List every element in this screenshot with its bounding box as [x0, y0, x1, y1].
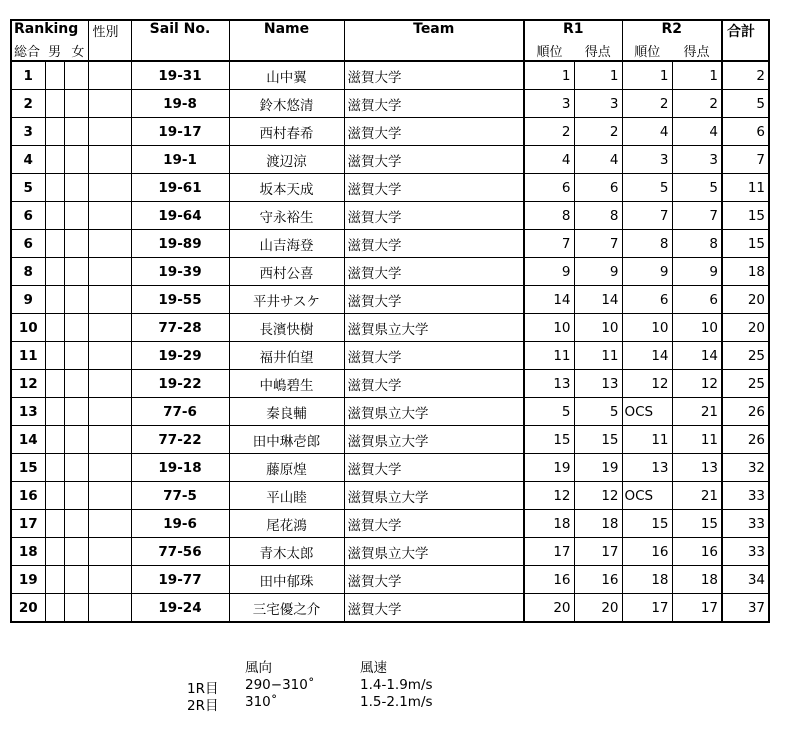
- r1-place-cell: 2: [524, 118, 574, 146]
- r1-place-cell: 9: [524, 258, 574, 286]
- total-cell: 20: [722, 286, 769, 314]
- rank-cell: 15: [11, 454, 45, 482]
- r1-place-cell: 16: [524, 566, 574, 594]
- sail-no-cell: 19-39: [131, 258, 229, 286]
- male-rank-cell: [45, 286, 64, 314]
- r2-place-cell: 11: [622, 426, 672, 454]
- r2-place-cell: OCS: [622, 398, 672, 426]
- total-cell: 33: [722, 510, 769, 538]
- r2-score-cell: 7: [672, 202, 722, 230]
- female-rank-cell: [64, 118, 88, 146]
- gender-cell: [88, 202, 131, 230]
- rank-cell: 10: [11, 314, 45, 342]
- r2-score-cell: 6: [672, 286, 722, 314]
- male-rank-cell: [45, 118, 64, 146]
- total-cell: 26: [722, 398, 769, 426]
- gender-cell: [88, 61, 131, 90]
- male-rank-cell: [45, 342, 64, 370]
- sail-no-cell: 77-6: [131, 398, 229, 426]
- team-cell: 滋賀大学: [344, 594, 524, 623]
- r1-score-cell: 16: [574, 566, 622, 594]
- total-cell: 15: [722, 202, 769, 230]
- gender-cell: [88, 146, 131, 174]
- sail-no-cell: 19-17: [131, 118, 229, 146]
- r1-score-cell: 11: [574, 342, 622, 370]
- r1-score-cell: 5: [574, 398, 622, 426]
- r1-score-cell: 4: [574, 146, 622, 174]
- rank-cell: 18: [11, 538, 45, 566]
- r2-score-cell: 4: [672, 118, 722, 146]
- total-cell: 25: [722, 370, 769, 398]
- gender-cell: [88, 230, 131, 258]
- name-header: Name: [229, 20, 344, 41]
- header-row-sub: [11, 41, 769, 61]
- male-rank-cell: [45, 482, 64, 510]
- sail-no-cell: 19-55: [131, 286, 229, 314]
- team-cell: 滋賀大学: [344, 258, 524, 286]
- team-cell: 滋賀大学: [344, 510, 524, 538]
- female-rank-cell: [64, 314, 88, 342]
- female-rank-cell: [64, 426, 88, 454]
- r1-score-cell: 3: [574, 90, 622, 118]
- r1-score-cell: 9: [574, 258, 622, 286]
- male-rank-cell: [45, 174, 64, 202]
- rank-cell: 13: [11, 398, 45, 426]
- r2-score-cell: 12: [672, 370, 722, 398]
- r2-score-cell: 17: [672, 594, 722, 623]
- r2-place-cell: 8: [622, 230, 672, 258]
- female-rank-cell: [64, 258, 88, 286]
- male-rank-cell: [45, 426, 64, 454]
- team-header: Team: [344, 20, 524, 41]
- male-rank-cell: [45, 538, 64, 566]
- total-cell: 11: [722, 174, 769, 202]
- rank-cell: 6: [11, 202, 45, 230]
- team-cell: 滋賀県立大学: [344, 482, 524, 510]
- male-rank-cell: [45, 258, 64, 286]
- total-cell: 20: [722, 314, 769, 342]
- female-rank-cell: [64, 342, 88, 370]
- r1-place-cell: 20: [524, 594, 574, 623]
- r2-score-cell: 11: [672, 426, 722, 454]
- r1-score-cell: 13: [574, 370, 622, 398]
- team-sub-header: [344, 41, 524, 61]
- gender-cell: [88, 482, 131, 510]
- table-row: [11, 398, 769, 426]
- table-row: [11, 538, 769, 566]
- r2-score-cell: 3: [672, 146, 722, 174]
- rank-cell: 1: [11, 61, 45, 90]
- team-cell: 滋賀県立大学: [344, 314, 524, 342]
- r1-score-cell: 7: [574, 230, 622, 258]
- r1-place-cell: 3: [524, 90, 574, 118]
- total-cell: 34: [722, 566, 769, 594]
- r2-score-cell: 10: [672, 314, 722, 342]
- team-cell: 滋賀大学: [344, 61, 524, 90]
- rank-cell: 2: [11, 90, 45, 118]
- rank-cell: 17: [11, 510, 45, 538]
- rank-cell: 12: [11, 370, 45, 398]
- name-cell: 山吉海登: [229, 230, 344, 258]
- r1-place-cell: 12: [524, 482, 574, 510]
- team-cell: 滋賀県立大学: [344, 398, 524, 426]
- female-rank-cell: [64, 538, 88, 566]
- table-row: [11, 426, 769, 454]
- team-cell: 滋賀大学: [344, 230, 524, 258]
- gender-cell: [88, 538, 131, 566]
- male-rank-cell: [45, 594, 64, 623]
- r1-score-cell: 10: [574, 314, 622, 342]
- r2-place-cell: 7: [622, 202, 672, 230]
- total-cell: 33: [722, 538, 769, 566]
- name-cell: 福井伯望: [229, 342, 344, 370]
- team-cell: 滋賀大学: [344, 454, 524, 482]
- male-rank-cell: [45, 454, 64, 482]
- name-cell: 山中翼: [229, 61, 344, 90]
- r2-place-cell: 2: [622, 90, 672, 118]
- gender-cell: [88, 258, 131, 286]
- r2-place-cell: OCS: [622, 482, 672, 510]
- r2-place-cell: 18: [622, 566, 672, 594]
- name-cell: 藤原煌: [229, 454, 344, 482]
- r1-score-header: 得点: [574, 41, 622, 61]
- r1-score-cell: 18: [574, 510, 622, 538]
- gender-cell: [88, 370, 131, 398]
- r1-score-cell: 6: [574, 174, 622, 202]
- total-cell: 32: [722, 454, 769, 482]
- result-rows: [11, 61, 769, 622]
- r2-header: R2: [622, 20, 722, 41]
- table-row: [11, 118, 769, 146]
- team-cell: 滋賀大学: [344, 566, 524, 594]
- female-rank-cell: [64, 61, 88, 90]
- rank-cell: 9: [11, 286, 45, 314]
- female-header: 女: [71, 45, 85, 60]
- r1-place-cell: 8: [524, 202, 574, 230]
- r1-place-header: 順位: [524, 41, 574, 61]
- total-sub-header: [722, 41, 769, 61]
- r2-score-cell: 1: [672, 61, 722, 90]
- r1-header: R1: [524, 20, 622, 41]
- r2-score-cell: 2: [672, 90, 722, 118]
- sail-no-sub-header: [131, 41, 229, 61]
- r1-score-cell: 14: [574, 286, 622, 314]
- male-rank-cell: [45, 230, 64, 258]
- table-row: [11, 90, 769, 118]
- female-rank-cell: [64, 566, 88, 594]
- table-row: [11, 258, 769, 286]
- gender-cell: [88, 286, 131, 314]
- gender-cell: [88, 342, 131, 370]
- r1-score-cell: 19: [574, 454, 622, 482]
- name-cell: 鈴木悠清: [229, 90, 344, 118]
- name-cell: 三宅優之介: [229, 594, 344, 623]
- r1-score-cell: 20: [574, 594, 622, 623]
- sail-no-cell: 19-64: [131, 202, 229, 230]
- r2-score-cell: 9: [672, 258, 722, 286]
- r2-place-cell: 16: [622, 538, 672, 566]
- name-cell: 平山睦: [229, 482, 344, 510]
- r1-place-cell: 14: [524, 286, 574, 314]
- table-row: [11, 286, 769, 314]
- r1-place-cell: 4: [524, 146, 574, 174]
- r1-score-cell: 1: [574, 61, 622, 90]
- total-cell: 15: [722, 230, 769, 258]
- wind-race-2-label: 2R目: [187, 698, 219, 714]
- table-row: [11, 594, 769, 623]
- name-cell: 長濱快樹: [229, 314, 344, 342]
- rank-cell: 14: [11, 426, 45, 454]
- r2-place-cell: 12: [622, 370, 672, 398]
- sail-no-cell: 77-5: [131, 482, 229, 510]
- sail-no-cell: 19-61: [131, 174, 229, 202]
- table-row: [11, 370, 769, 398]
- r2-place-cell: 1: [622, 61, 672, 90]
- sail-no-cell: 19-89: [131, 230, 229, 258]
- name-cell: 青木太郎: [229, 538, 344, 566]
- r2-place-cell: 9: [622, 258, 672, 286]
- female-rank-cell: [64, 174, 88, 202]
- male-rank-cell: [45, 370, 64, 398]
- male-rank-cell: [45, 566, 64, 594]
- male-rank-cell: [45, 61, 64, 90]
- total-cell: 25: [722, 342, 769, 370]
- sail-no-cell: 19-31: [131, 61, 229, 90]
- table-row: [11, 482, 769, 510]
- team-cell: 滋賀大学: [344, 118, 524, 146]
- rank-cell: 19: [11, 566, 45, 594]
- female-rank-cell: [64, 90, 88, 118]
- name-cell: 田中琳壱郎: [229, 426, 344, 454]
- sail-no-cell: 19-77: [131, 566, 229, 594]
- sail-no-cell: 19-6: [131, 510, 229, 538]
- r1-score-cell: 12: [574, 482, 622, 510]
- total-cell: 6: [722, 118, 769, 146]
- team-cell: 滋賀大学: [344, 146, 524, 174]
- r2-score-cell: 5: [672, 174, 722, 202]
- wind-direction-label: 風向: [245, 660, 272, 676]
- r2-score-header: 得点: [672, 41, 722, 61]
- total-cell: 33: [722, 482, 769, 510]
- table-row: [11, 314, 769, 342]
- total-header: 合計: [722, 20, 769, 41]
- sail-no-cell: 19-1: [131, 146, 229, 174]
- sail-no-cell: 19-18: [131, 454, 229, 482]
- team-cell: 滋賀大学: [344, 370, 524, 398]
- name-cell: 西村公喜: [229, 258, 344, 286]
- wind-race-1-speed: 1.4-1.9m/s: [360, 677, 433, 693]
- team-cell: 滋賀大学: [344, 342, 524, 370]
- r1-score-cell: 8: [574, 202, 622, 230]
- sail-no-header: Sail No.: [131, 20, 229, 41]
- ranking-header: Ranking: [11, 20, 88, 41]
- name-cell: 渡辺涼: [229, 146, 344, 174]
- male-rank-cell: [45, 314, 64, 342]
- rank-cell: 3: [11, 118, 45, 146]
- gender-cell: [88, 398, 131, 426]
- team-cell: 滋賀大学: [344, 174, 524, 202]
- r2-score-cell: 15: [672, 510, 722, 538]
- gender-cell: [88, 174, 131, 202]
- total-cell: 18: [722, 258, 769, 286]
- r2-place-cell: 17: [622, 594, 672, 623]
- gender-sub-header: [88, 41, 131, 61]
- female-rank-cell: [64, 146, 88, 174]
- gender-cell: [88, 510, 131, 538]
- r1-place-cell: 13: [524, 370, 574, 398]
- team-cell: 滋賀大学: [344, 202, 524, 230]
- r2-score-cell: 16: [672, 538, 722, 566]
- team-cell: 滋賀県立大学: [344, 426, 524, 454]
- ranking-sub-header: [11, 41, 88, 61]
- male-rank-cell: [45, 398, 64, 426]
- wind-speed-label: 風速: [360, 660, 387, 676]
- male-rank-cell: [45, 90, 64, 118]
- rank-cell: 6: [11, 230, 45, 258]
- total-cell: 5: [722, 90, 769, 118]
- results-table: [10, 19, 770, 623]
- gender-header: 性別: [88, 20, 131, 41]
- sail-no-cell: 77-56: [131, 538, 229, 566]
- name-cell: 平井サスケ: [229, 286, 344, 314]
- total-cell: 7: [722, 146, 769, 174]
- r2-score-cell: 21: [672, 398, 722, 426]
- r2-score-cell: 13: [672, 454, 722, 482]
- wind-race-1-direction: 290−310˚: [245, 677, 315, 693]
- rank-cell: 8: [11, 258, 45, 286]
- r1-place-cell: 10: [524, 314, 574, 342]
- gender-cell: [88, 118, 131, 146]
- female-rank-cell: [64, 286, 88, 314]
- name-cell: 田中郁珠: [229, 566, 344, 594]
- female-rank-cell: [64, 510, 88, 538]
- total-cell: 2: [722, 61, 769, 90]
- gender-cell: [88, 314, 131, 342]
- r2-place-cell: 3: [622, 146, 672, 174]
- female-rank-cell: [64, 398, 88, 426]
- sail-no-cell: 77-22: [131, 426, 229, 454]
- rank-cell: 4: [11, 146, 45, 174]
- sail-no-cell: 77-28: [131, 314, 229, 342]
- header-row-top: [11, 20, 769, 41]
- gender-cell: [88, 90, 131, 118]
- table-row: [11, 230, 769, 258]
- male-rank-cell: [45, 510, 64, 538]
- sail-no-cell: 19-29: [131, 342, 229, 370]
- r1-place-cell: 11: [524, 342, 574, 370]
- r2-score-cell: 8: [672, 230, 722, 258]
- table-row: [11, 174, 769, 202]
- female-rank-cell: [64, 370, 88, 398]
- table-row: [11, 454, 769, 482]
- rank-cell: 11: [11, 342, 45, 370]
- sail-no-cell: 19-24: [131, 594, 229, 623]
- r1-place-cell: 5: [524, 398, 574, 426]
- r1-place-cell: 18: [524, 510, 574, 538]
- r1-score-cell: 15: [574, 426, 622, 454]
- r1-place-cell: 19: [524, 454, 574, 482]
- team-cell: 滋賀県立大学: [344, 538, 524, 566]
- r1-place-cell: 15: [524, 426, 574, 454]
- gender-cell: [88, 594, 131, 623]
- name-cell: 中嶋碧生: [229, 370, 344, 398]
- r2-place-header: 順位: [622, 41, 672, 61]
- female-rank-cell: [64, 202, 88, 230]
- r1-score-cell: 2: [574, 118, 622, 146]
- total-cell: 37: [722, 594, 769, 623]
- table-row: [11, 566, 769, 594]
- wind-race-2-direction: 310˚: [245, 694, 278, 710]
- table-row: [11, 146, 769, 174]
- name-cell: 尾花鴻: [229, 510, 344, 538]
- total-cell: 26: [722, 426, 769, 454]
- name-cell: 西村春希: [229, 118, 344, 146]
- female-rank-cell: [64, 482, 88, 510]
- team-cell: 滋賀大学: [344, 90, 524, 118]
- r2-place-cell: 15: [622, 510, 672, 538]
- sail-no-cell: 19-22: [131, 370, 229, 398]
- team-cell: 滋賀大学: [344, 286, 524, 314]
- table-row: [11, 61, 769, 90]
- r1-place-cell: 1: [524, 61, 574, 90]
- overall-header: 総合: [14, 45, 41, 60]
- female-rank-cell: [64, 594, 88, 623]
- name-cell: 守永裕生: [229, 202, 344, 230]
- r2-place-cell: 10: [622, 314, 672, 342]
- male-rank-cell: [45, 146, 64, 174]
- male-rank-cell: [45, 202, 64, 230]
- table-row: [11, 510, 769, 538]
- sail-no-cell: 19-8: [131, 90, 229, 118]
- rank-cell: 16: [11, 482, 45, 510]
- r2-score-cell: 21: [672, 482, 722, 510]
- r2-place-cell: 13: [622, 454, 672, 482]
- wind-race-1-label: 1R目: [187, 681, 219, 697]
- male-header: 男: [48, 45, 62, 60]
- rank-cell: 20: [11, 594, 45, 623]
- r2-score-cell: 14: [672, 342, 722, 370]
- gender-cell: [88, 454, 131, 482]
- wind-race-2-speed: 1.5-2.1m/s: [360, 694, 433, 710]
- name-cell: 秦良輔: [229, 398, 344, 426]
- r1-score-cell: 17: [574, 538, 622, 566]
- r1-place-cell: 7: [524, 230, 574, 258]
- name-sub-header: [229, 41, 344, 61]
- r2-place-cell: 14: [622, 342, 672, 370]
- table-row: [11, 342, 769, 370]
- r2-place-cell: 4: [622, 118, 672, 146]
- gender-cell: [88, 426, 131, 454]
- name-cell: 坂本天成: [229, 174, 344, 202]
- r2-place-cell: 6: [622, 286, 672, 314]
- r2-place-cell: 5: [622, 174, 672, 202]
- table-row: [11, 202, 769, 230]
- female-rank-cell: [64, 230, 88, 258]
- female-rank-cell: [64, 454, 88, 482]
- r1-place-cell: 6: [524, 174, 574, 202]
- r2-score-cell: 18: [672, 566, 722, 594]
- r1-place-cell: 17: [524, 538, 574, 566]
- gender-cell: [88, 566, 131, 594]
- rank-cell: 5: [11, 174, 45, 202]
